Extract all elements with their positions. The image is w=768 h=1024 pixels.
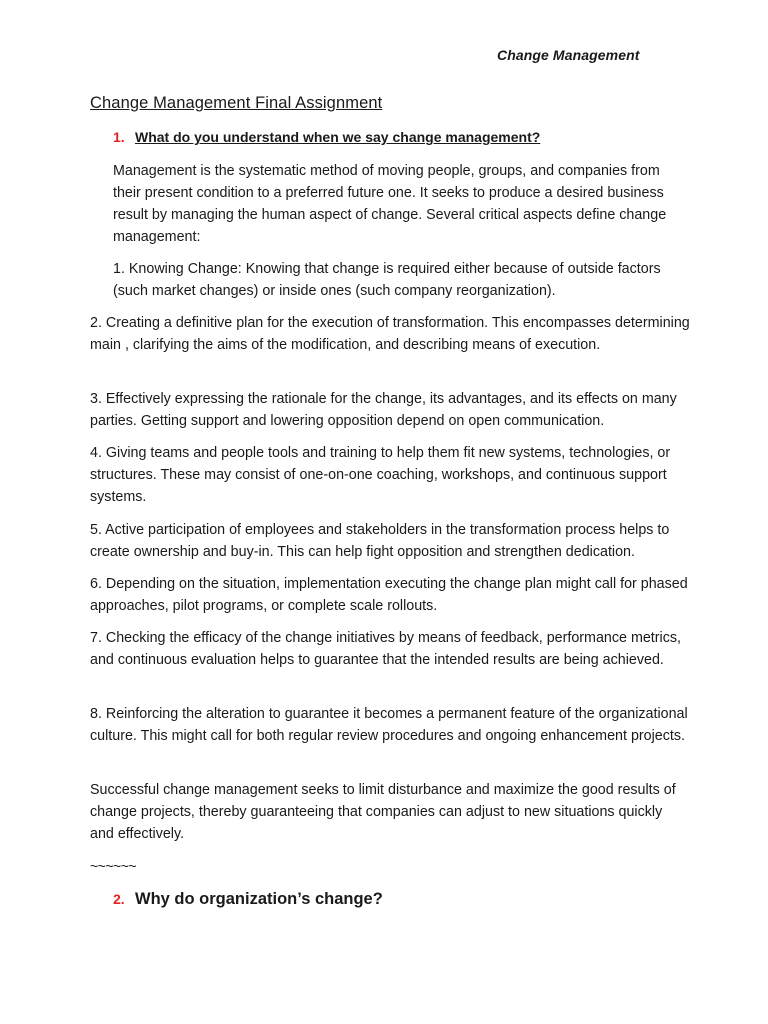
point-4-paragraph: 4. Giving teams and people tools and training to help them fit new systems, technologies, or structures. These may consist of one-on-one coaching, workshops, and continuous support systems. [90,445,671,505]
running-header: Change Management [497,47,640,63]
question-2-heading [113,890,383,909]
question-1-heading [113,129,540,145]
point-5-paragraph: 5. Active participation of employees and stakeholders in the transformation process helps to create ownership and buy-in. This can help fight opposition and strengthen dedication. [90,522,670,560]
point-2-paragraph: 2. Creating a definitive plan for the execution of transformation. This encompasses determining main , clarifying the aims of the modification, and describing means of execution. [90,315,690,353]
question-1-text: What do you understand when we say change management? [135,129,541,145]
intro-paragraph: Management is the systematic method of moving people, groups, and companies from their present condition to a preferred future one. It seeks to produce a desired business result by managing the human aspect of change. Several critical aspects define change management: [113,163,667,245]
question-2-text: Why do organization’s change? [135,890,383,908]
point-6-paragraph: 6. Depending on the situation, implementation executing the change plan might call for phased approaches, pilot programs, or complete scale rollouts. [90,576,688,614]
point-8-paragraph: 8. Reinforcing the alteration to guarantee it becomes a permanent feature of the organizational culture. This might call for both regular review procedures and ongoing enhancement projects. [90,706,688,744]
document-title: Change Management Final Assignment [90,94,383,112]
question-1-number: 1. [113,129,125,145]
point-1-paragraph: 1. Knowing Change: Knowing that change is required either because of outside factors (such market changes) or inside ones (such company reorganization). [113,261,661,299]
section-separator: ~~~~~~ [90,858,137,874]
point-7-paragraph: 7. Checking the efficacy of the change initiatives by means of feedback, performance metrics, and continuous evaluation helps to guarantee that the intended results are being achieved. [90,630,681,668]
question-2-number: 2. [113,891,125,907]
conclusion-paragraph: Successful change management seeks to limit disturbance and maximize the good results of change projects, thereby guaranteeing that companies can adjust to new situations quickly and effectively. [90,782,676,842]
point-3-paragraph: 3. Effectively expressing the rationale for the change, its advantages, and its effects on many parties. Getting support and lowering opposition depend on open communication. [90,391,677,429]
